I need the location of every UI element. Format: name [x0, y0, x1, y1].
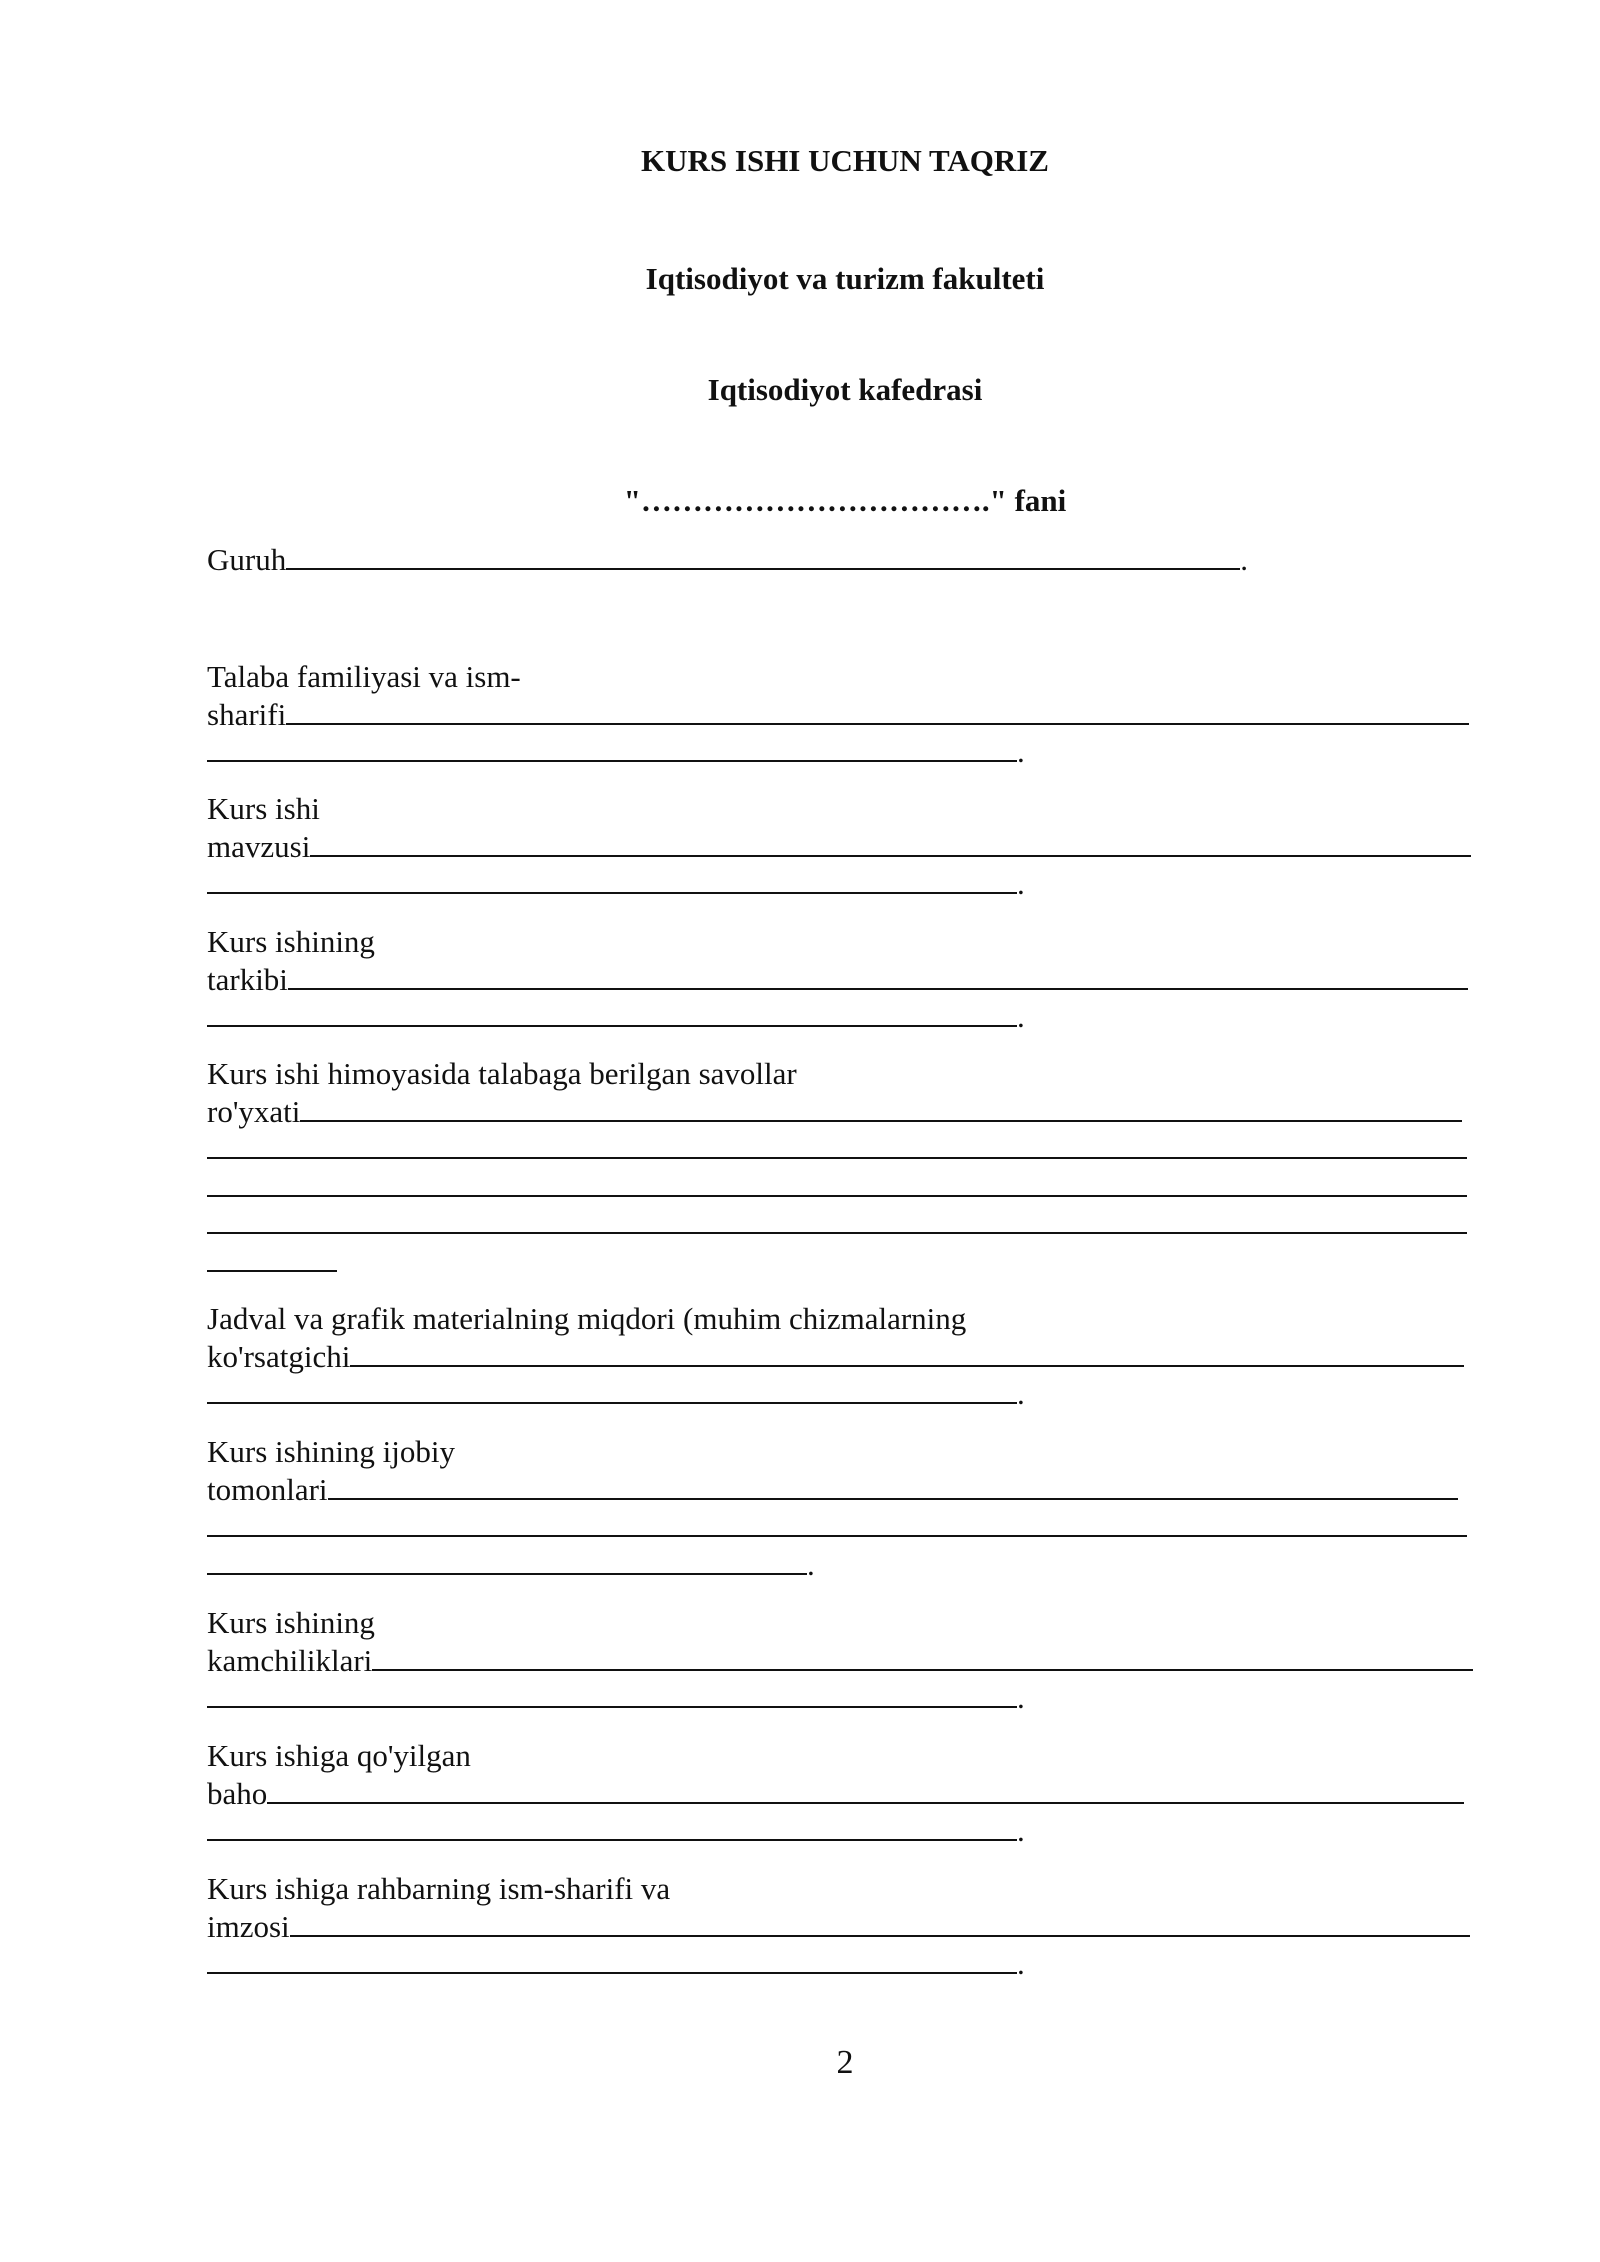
supervisor-label: Kurs ishiga rahbarning ism-sharifi va [207, 1871, 671, 1906]
structure-field [207, 923, 1468, 1036]
strengths-blank[interactable] [328, 1471, 1458, 1500]
student-name-field [207, 658, 1469, 771]
topic-blank-2[interactable] [207, 865, 1017, 894]
questions-blank-4[interactable] [207, 1205, 1467, 1234]
weaknesses-blank-2[interactable] [207, 1679, 1017, 1708]
department-heading: Iqtisodiyot kafedrasi [707, 372, 983, 407]
student-name-blank-2[interactable] [207, 733, 1017, 762]
group-blank[interactable] [286, 541, 1240, 570]
student-name-label: Talaba familiyasi va ism- [207, 659, 521, 694]
grade-field [207, 1737, 1464, 1850]
group-field [207, 541, 1248, 579]
supervisor-label-cont: imzosi [207, 1908, 290, 1944]
structure-blank-2[interactable] [207, 998, 1017, 1027]
tables-label-cont: ko'rsatgichi [207, 1338, 351, 1374]
tables-blank[interactable] [350, 1338, 1464, 1367]
grade-period: . [1017, 1813, 1025, 1848]
questions-label-cont: ro'yxati [207, 1093, 301, 1129]
weaknesses-period: . [1017, 1680, 1025, 1715]
student-name-period: . [1017, 734, 1025, 769]
questions-label: Kurs ishi himoyasida talabaga berilgan savollar [207, 1056, 797, 1091]
tables-field [207, 1300, 1464, 1413]
structure-period: . [1017, 999, 1025, 1034]
topic-period: . [1017, 866, 1025, 901]
strengths-blank-2[interactable] [207, 1508, 1467, 1537]
supervisor-period: . [1017, 1946, 1025, 1981]
topic-label: Kurs ishi [207, 791, 320, 826]
supervisor-blank[interactable] [290, 1908, 1470, 1937]
strengths-period: . [807, 1546, 815, 1582]
weaknesses-label: Kurs ishining [207, 1605, 375, 1640]
topic-label-cont: mavzusi [207, 828, 311, 864]
grade-label-cont: baho [207, 1775, 268, 1811]
weaknesses-blank[interactable] [372, 1642, 1473, 1671]
questions-field [207, 1055, 1467, 1280]
structure-blank[interactable] [288, 961, 1468, 990]
tables-label: Jadval va grafik materialning miqdori (muhim chizmalarning [207, 1301, 967, 1336]
strengths-label: Kurs ishining ijobiy [207, 1434, 456, 1469]
grade-blank[interactable] [267, 1775, 1464, 1804]
weaknesses-field [207, 1604, 1473, 1717]
student-name-label-cont: sharifi [207, 696, 287, 732]
questions-blank-3[interactable] [207, 1168, 1467, 1197]
questions-blank-2[interactable] [207, 1130, 1467, 1159]
tables-period: . [1017, 1376, 1025, 1411]
group-period: . [1240, 542, 1248, 577]
questions-blank-5[interactable] [207, 1243, 337, 1272]
strengths-blank-3[interactable] [207, 1546, 807, 1575]
faculty-heading: Iqtisodiyot va turizm fakulteti [645, 261, 1045, 296]
questions-blank[interactable] [300, 1093, 1462, 1122]
weaknesses-label-cont: kamchiliklari [207, 1642, 373, 1678]
topic-blank[interactable] [310, 828, 1471, 857]
subject-heading: "……………………………." fani [623, 483, 1067, 518]
strengths-label-cont: tomonlari [207, 1471, 328, 1507]
page-number: 2 [836, 2044, 854, 2081]
student-name-blank[interactable] [286, 696, 1469, 725]
structure-label-cont: tarkibi [207, 961, 288, 997]
grade-blank-2[interactable] [207, 1812, 1017, 1841]
supervisor-blank-2[interactable] [207, 1945, 1017, 1974]
structure-label: Kurs ishining [207, 924, 375, 959]
topic-field [207, 790, 1471, 903]
group-label: Guruh [207, 542, 287, 577]
document-title: KURS ISHI UCHUN TAQRIZ [641, 143, 1049, 178]
supervisor-field [207, 1870, 1470, 1983]
grade-label: Kurs ishiga qo'yilgan [207, 1738, 471, 1773]
tables-blank-2[interactable] [207, 1375, 1017, 1404]
strengths-field [207, 1433, 1467, 1583]
